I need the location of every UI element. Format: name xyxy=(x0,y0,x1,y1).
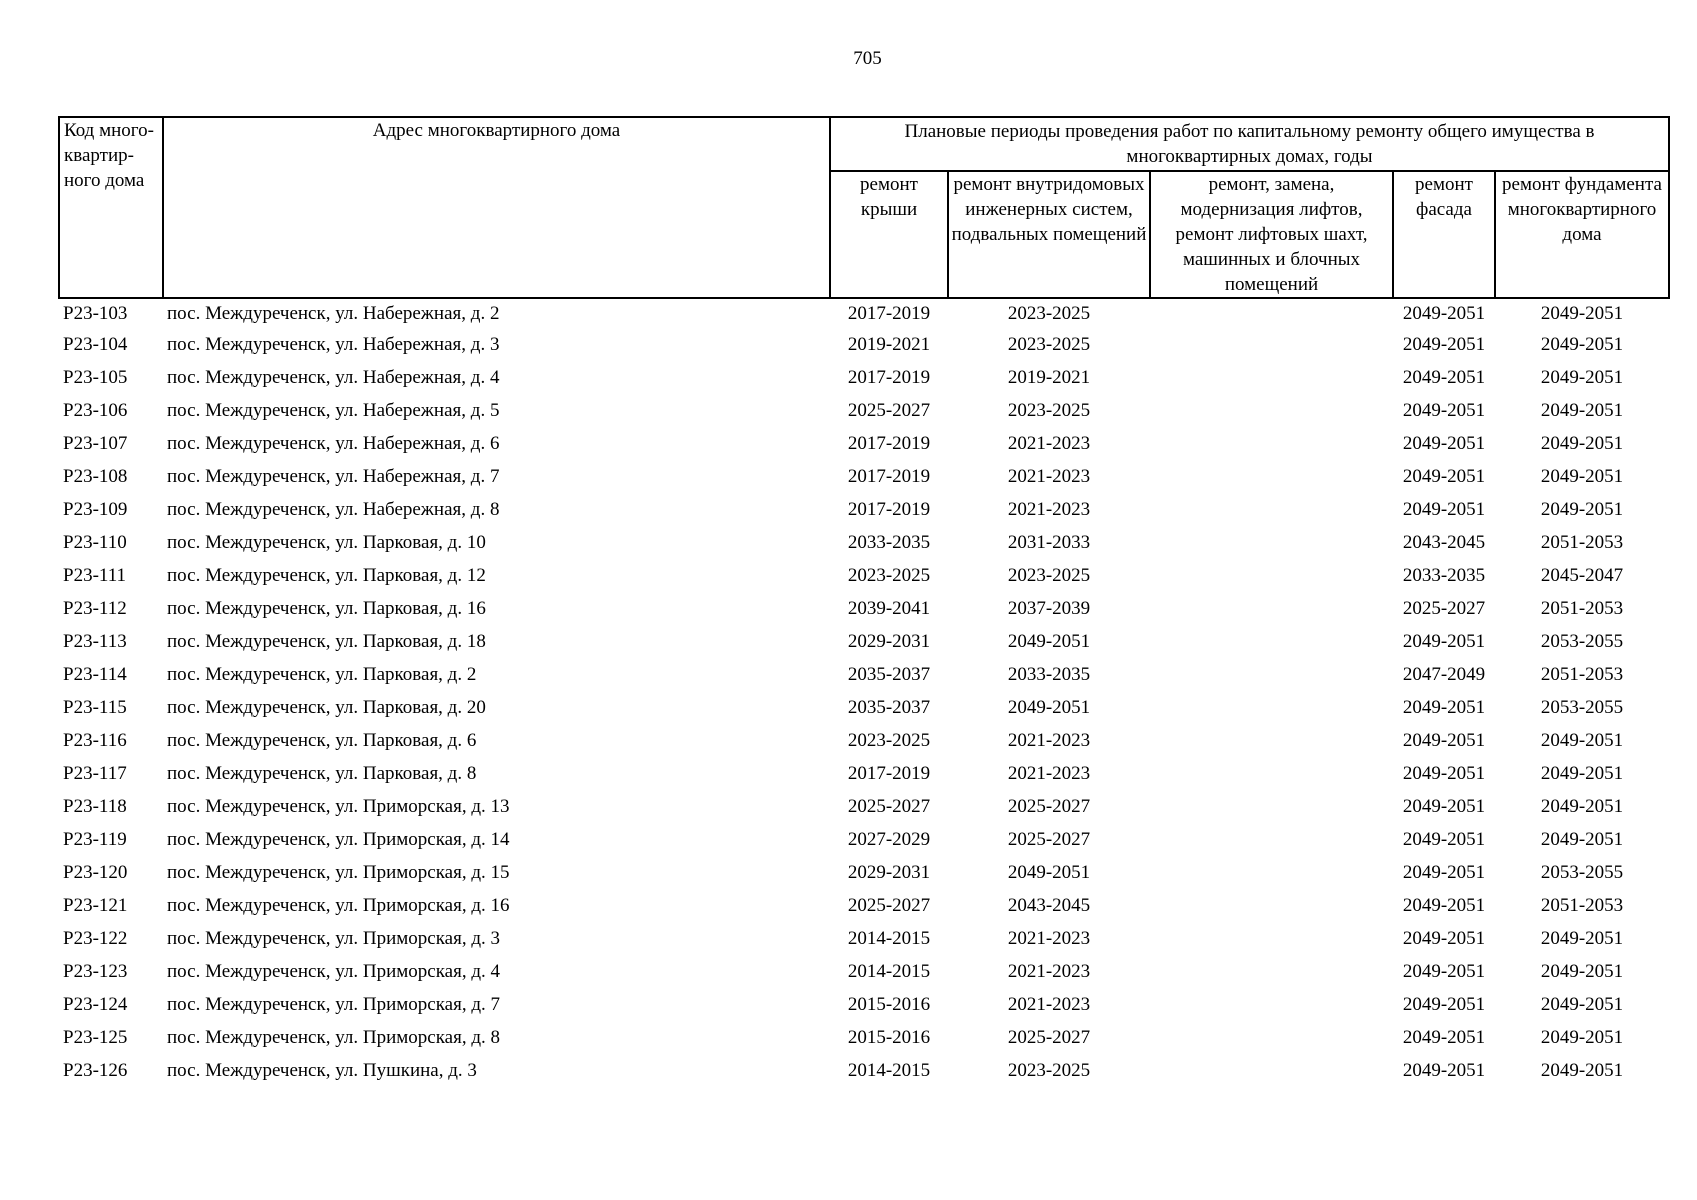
cell-code: Р23-106 xyxy=(63,400,128,421)
cell-roof: 2023-2025 xyxy=(847,565,931,586)
header-plan-periods: Плановые периоды проведения работ по капитальному ремонту общего имущества в многоквартирных домах, годы xyxy=(830,117,1669,171)
cell-engineering: 2025-2027 xyxy=(1007,1027,1091,1048)
cell-foundation: 2049-2051 xyxy=(1540,796,1624,817)
cell-foundation: 2053-2055 xyxy=(1540,862,1624,883)
table-row xyxy=(59,988,1669,1021)
cell-roof: 2025-2027 xyxy=(847,895,931,916)
cell-facade: 2049-2051 xyxy=(1402,895,1486,916)
cell-foundation: 2051-2053 xyxy=(1540,895,1624,916)
cell-code: Р23-115 xyxy=(63,697,127,718)
cell-roof: 2035-2037 xyxy=(847,697,931,718)
table-row xyxy=(59,790,1669,823)
cell-code: Р23-118 xyxy=(63,796,127,817)
cell-facade: 2049-2051 xyxy=(1402,928,1486,949)
cell-code: Р23-122 xyxy=(63,928,128,949)
cell-engineering: 2025-2027 xyxy=(1007,796,1091,817)
cell-elevators xyxy=(1150,724,1393,757)
cell-elevators xyxy=(1150,592,1393,625)
cell-roof: 2029-2031 xyxy=(847,862,931,883)
cell-address: пос. Междуреченск, ул. Приморская, д. 7 xyxy=(167,994,501,1015)
cell-facade: 2049-2051 xyxy=(1402,631,1486,652)
cell-facade: 2049-2051 xyxy=(1402,303,1486,324)
cell-code: Р23-107 xyxy=(63,433,128,454)
header-engineering: ремонт внутридомовых инженерных систем, подвальных помещений xyxy=(948,171,1150,298)
cell-code: Р23-124 xyxy=(63,994,128,1015)
cell-facade: 2047-2049 xyxy=(1402,664,1486,685)
cell-roof: 2019-2021 xyxy=(847,334,931,355)
table-row xyxy=(59,724,1669,757)
cell-elevators xyxy=(1150,691,1393,724)
cell-foundation: 2045-2047 xyxy=(1540,565,1624,586)
header-facade: ремонт фасада xyxy=(1393,171,1495,298)
cell-facade: 2049-2051 xyxy=(1402,433,1486,454)
cell-elevators xyxy=(1150,658,1393,691)
cell-facade: 2049-2051 xyxy=(1402,697,1486,718)
cell-roof: 2035-2037 xyxy=(847,664,931,685)
table-body xyxy=(59,298,1669,1087)
cell-engineering: 2021-2023 xyxy=(1007,961,1091,982)
table-row xyxy=(59,625,1669,658)
cell-engineering: 2049-2051 xyxy=(1007,631,1091,652)
cell-code: Р23-123 xyxy=(63,961,128,982)
cell-code: Р23-108 xyxy=(63,466,128,487)
cell-roof: 2023-2025 xyxy=(847,730,931,751)
cell-engineering: 2033-2035 xyxy=(1007,664,1091,685)
cell-address: пос. Междуреченск, ул. Набережная, д. 4 xyxy=(167,367,500,388)
cell-foundation: 2049-2051 xyxy=(1540,961,1624,982)
cell-roof: 2015-2016 xyxy=(847,994,931,1015)
cell-address: пос. Междуреченск, ул. Парковая, д. 16 xyxy=(167,598,486,619)
cell-facade: 2025-2027 xyxy=(1402,598,1486,619)
cell-facade: 2049-2051 xyxy=(1402,1060,1486,1081)
cell-engineering: 2023-2025 xyxy=(1007,1060,1091,1081)
cell-roof: 2014-2015 xyxy=(847,928,931,949)
cell-address: пос. Междуреченск, ул. Парковая, д. 2 xyxy=(167,664,477,685)
cell-code: Р23-117 xyxy=(63,763,127,784)
cell-elevators xyxy=(1150,394,1393,427)
cell-address: пос. Междуреченск, ул. Приморская, д. 15 xyxy=(167,862,510,883)
cell-foundation: 2051-2053 xyxy=(1540,664,1624,685)
cell-engineering: 2031-2033 xyxy=(1007,532,1091,553)
cell-foundation: 2049-2051 xyxy=(1540,994,1624,1015)
cell-engineering: 2025-2027 xyxy=(1007,829,1091,850)
cell-elevators xyxy=(1150,988,1393,1021)
cell-foundation: 2049-2051 xyxy=(1540,1027,1624,1048)
table-row xyxy=(59,592,1669,625)
cell-engineering: 2021-2023 xyxy=(1007,928,1091,949)
cell-roof: 2039-2041 xyxy=(847,598,931,619)
cell-code: Р23-120 xyxy=(63,862,128,883)
cell-engineering: 2021-2023 xyxy=(1007,763,1091,784)
table-row xyxy=(59,1021,1669,1054)
cell-elevators xyxy=(1150,526,1393,559)
cell-elevators xyxy=(1150,1021,1393,1054)
cell-elevators xyxy=(1150,460,1393,493)
table-row xyxy=(59,1054,1669,1087)
cell-engineering: 2021-2023 xyxy=(1007,994,1091,1015)
cell-foundation: 2049-2051 xyxy=(1540,367,1624,388)
cell-roof: 2017-2019 xyxy=(847,763,931,784)
header-code: Код много-квартир-ного дома xyxy=(59,117,163,298)
cell-roof: 2017-2019 xyxy=(847,466,931,487)
cell-foundation: 2049-2051 xyxy=(1540,466,1624,487)
cell-foundation: 2053-2055 xyxy=(1540,631,1624,652)
cell-address: пос. Междуреченск, ул. Парковая, д. 8 xyxy=(167,763,477,784)
table-row xyxy=(59,691,1669,724)
cell-elevators xyxy=(1150,757,1393,790)
cell-address: пос. Междуреченск, ул. Приморская, д. 8 xyxy=(167,1027,501,1048)
cell-roof: 2025-2027 xyxy=(847,796,931,817)
cell-roof: 2017-2019 xyxy=(847,367,931,388)
table-row xyxy=(59,394,1669,427)
cell-facade: 2049-2051 xyxy=(1402,499,1486,520)
cell-facade: 2049-2051 xyxy=(1402,829,1486,850)
cell-address: пос. Междуреченск, ул. Набережная, д. 7 xyxy=(167,466,500,487)
cell-address: пос. Междуреченск, ул. Парковая, д. 18 xyxy=(167,631,486,652)
cell-code: Р23-112 xyxy=(63,598,127,619)
cell-roof: 2027-2029 xyxy=(847,829,931,850)
cell-facade: 2049-2051 xyxy=(1402,730,1486,751)
cell-code: Р23-126 xyxy=(63,1060,128,1081)
cell-code: Р23-114 xyxy=(63,664,127,685)
cell-address: пос. Междуреченск, ул. Приморская, д. 16 xyxy=(167,895,510,916)
cell-address: пос. Междуреченск, ул. Приморская, д. 14 xyxy=(167,829,510,850)
cell-address: пос. Междуреченск, ул. Приморская, д. 4 xyxy=(167,961,501,982)
cell-elevators xyxy=(1150,559,1393,592)
cell-elevators xyxy=(1150,625,1393,658)
cell-elevators xyxy=(1150,922,1393,955)
table-row xyxy=(59,526,1669,559)
cell-code: Р23-105 xyxy=(63,367,128,388)
cell-roof: 2017-2019 xyxy=(847,303,931,324)
cell-elevators xyxy=(1150,328,1393,361)
cell-facade: 2049-2051 xyxy=(1402,400,1486,421)
cell-elevators xyxy=(1150,856,1393,889)
cell-address: пос. Междуреченск, ул. Набережная, д. 3 xyxy=(167,334,500,355)
cell-roof: 2017-2019 xyxy=(847,499,931,520)
cell-address: пос. Междуреченск, ул. Парковая, д. 6 xyxy=(167,730,477,751)
cell-foundation: 2049-2051 xyxy=(1540,499,1624,520)
cell-roof: 2015-2016 xyxy=(847,1027,931,1048)
table-row xyxy=(59,427,1669,460)
table-row xyxy=(59,955,1669,988)
cell-address: пос. Междуреченск, ул. Парковая, д. 12 xyxy=(167,565,486,586)
cell-engineering: 2021-2023 xyxy=(1007,499,1091,520)
cell-elevators xyxy=(1150,298,1393,328)
table-row xyxy=(59,889,1669,922)
header-address: Адрес многоквартирного дома xyxy=(163,117,830,298)
cell-address: пос. Междуреченск, ул. Набережная, д. 6 xyxy=(167,433,500,454)
cell-roof: 2014-2015 xyxy=(847,1060,931,1081)
cell-elevators xyxy=(1150,955,1393,988)
table-row xyxy=(59,493,1669,526)
cell-facade: 2049-2051 xyxy=(1402,862,1486,883)
cell-facade: 2049-2051 xyxy=(1402,466,1486,487)
table-row xyxy=(59,361,1669,394)
cell-roof: 2025-2027 xyxy=(847,400,931,421)
cell-engineering: 2021-2023 xyxy=(1007,466,1091,487)
cell-elevators xyxy=(1150,790,1393,823)
header-foundation: ремонт фундамента многоквартирного дома xyxy=(1495,171,1669,298)
cell-address: пос. Междуреченск, ул. Набережная, д. 8 xyxy=(167,499,500,520)
cell-code: Р23-103 xyxy=(63,303,128,324)
cell-elevators xyxy=(1150,427,1393,460)
cell-roof: 2029-2031 xyxy=(847,631,931,652)
cell-address: пос. Междуреченск, ул. Приморская, д. 3 xyxy=(167,928,501,949)
cell-elevators xyxy=(1150,823,1393,856)
cell-code: Р23-111 xyxy=(63,565,126,586)
cell-elevators xyxy=(1150,889,1393,922)
table-row xyxy=(59,658,1669,691)
cell-foundation: 2049-2051 xyxy=(1540,928,1624,949)
cell-facade: 2049-2051 xyxy=(1402,994,1486,1015)
table-row xyxy=(59,328,1669,361)
cell-facade: 2049-2051 xyxy=(1402,367,1486,388)
cell-code: Р23-110 xyxy=(63,532,127,553)
table-row xyxy=(59,922,1669,955)
cell-address: пос. Междуреченск, ул. Набережная, д. 5 xyxy=(167,400,500,421)
table-row xyxy=(59,298,1669,328)
cell-address: пос. Междуреченск, ул. Парковая, д. 20 xyxy=(167,697,486,718)
cell-foundation: 2053-2055 xyxy=(1540,697,1624,718)
cell-code: Р23-104 xyxy=(63,334,128,355)
table-row xyxy=(59,823,1669,856)
cell-foundation: 2049-2051 xyxy=(1540,334,1624,355)
cell-engineering: 2037-2039 xyxy=(1007,598,1091,619)
table-row xyxy=(59,460,1669,493)
cell-roof: 2033-2035 xyxy=(847,532,931,553)
cell-foundation: 2049-2051 xyxy=(1540,829,1624,850)
cell-address: пос. Междуреченск, ул. Приморская, д. 13 xyxy=(167,796,510,817)
page-number: 705 xyxy=(853,48,882,69)
cell-foundation: 2051-2053 xyxy=(1540,532,1624,553)
cell-engineering: 2019-2021 xyxy=(1007,367,1091,388)
cell-facade: 2033-2035 xyxy=(1402,565,1486,586)
cell-foundation: 2049-2051 xyxy=(1540,730,1624,751)
cell-facade: 2049-2051 xyxy=(1402,796,1486,817)
cell-engineering: 2023-2025 xyxy=(1007,303,1091,324)
cell-facade: 2049-2051 xyxy=(1402,961,1486,982)
cell-engineering: 2043-2045 xyxy=(1007,895,1091,916)
cell-code: Р23-116 xyxy=(63,730,127,751)
cell-code: Р23-109 xyxy=(63,499,128,520)
cell-engineering: 2049-2051 xyxy=(1007,697,1091,718)
cell-roof: 2014-2015 xyxy=(847,961,931,982)
header-roof: ремонт крыши xyxy=(830,171,948,298)
cell-code: Р23-119 xyxy=(63,829,127,850)
cell-elevators xyxy=(1150,361,1393,394)
cell-address: пос. Междуреченск, ул. Парковая, д. 10 xyxy=(167,532,486,553)
cell-foundation: 2049-2051 xyxy=(1540,433,1624,454)
cell-code: Р23-125 xyxy=(63,1027,128,1048)
cell-engineering: 2023-2025 xyxy=(1007,565,1091,586)
cell-roof: 2017-2019 xyxy=(847,433,931,454)
cell-facade: 2049-2051 xyxy=(1402,334,1486,355)
table-row xyxy=(59,559,1669,592)
table-row xyxy=(59,757,1669,790)
cell-engineering: 2021-2023 xyxy=(1007,730,1091,751)
cell-facade: 2049-2051 xyxy=(1402,1027,1486,1048)
header-elevators: ремонт, замена, модернизация лифтов, ремонт лифтовых шахт, машинных и блочных помещений xyxy=(1150,171,1393,298)
cell-engineering: 2049-2051 xyxy=(1007,862,1091,883)
table-header xyxy=(59,117,1669,298)
table-row xyxy=(59,856,1669,889)
cell-foundation: 2049-2051 xyxy=(1540,763,1624,784)
repair-schedule-table xyxy=(58,116,1670,1087)
cell-engineering: 2023-2025 xyxy=(1007,400,1091,421)
cell-foundation: 2049-2051 xyxy=(1540,1060,1624,1081)
cell-facade: 2049-2051 xyxy=(1402,763,1486,784)
cell-elevators xyxy=(1150,493,1393,526)
cell-foundation: 2051-2053 xyxy=(1540,598,1624,619)
cell-foundation: 2049-2051 xyxy=(1540,303,1624,324)
cell-engineering: 2023-2025 xyxy=(1007,334,1091,355)
cell-engineering: 2021-2023 xyxy=(1007,433,1091,454)
cell-code: Р23-121 xyxy=(63,895,128,916)
cell-address: пос. Междуреченск, ул. Набережная, д. 2 xyxy=(167,303,500,324)
cell-code: Р23-113 xyxy=(63,631,127,652)
cell-facade: 2043-2045 xyxy=(1402,532,1486,553)
cell-address: пос. Междуреченск, ул. Пушкина, д. 3 xyxy=(167,1060,477,1081)
cell-foundation: 2049-2051 xyxy=(1540,400,1624,421)
cell-elevators xyxy=(1150,1054,1393,1087)
